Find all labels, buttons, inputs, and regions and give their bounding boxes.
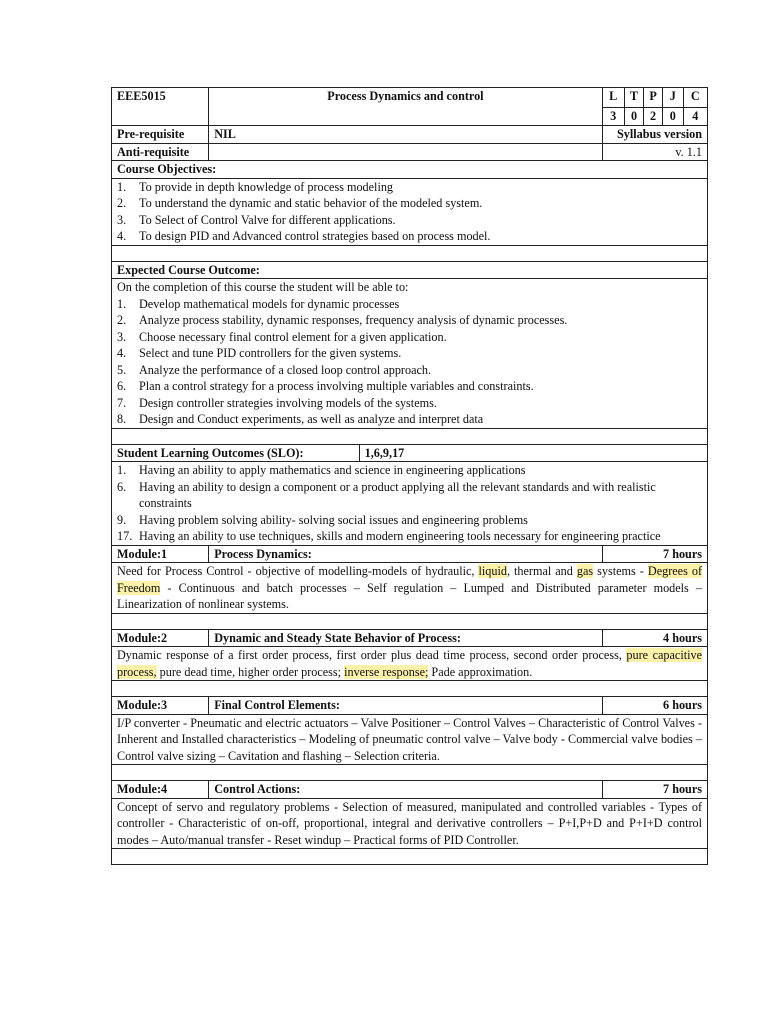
slo-heading: Student Learning Outcomes (SLO): [112, 444, 360, 462]
outcomes-heading-row [112, 261, 708, 279]
list-item-text: Having an ability to design a component or a product applying all the relevant standards and with realistic constraints [139, 479, 656, 510]
list-item-number: 1. [117, 463, 127, 477]
module-content [112, 714, 708, 765]
course-header-row [112, 88, 708, 108]
module-text: pure dead time, higher order process; [156, 664, 345, 679]
objectives-heading: Course Objectives: [112, 161, 708, 179]
outcomes-intro: On the completion of this course the student will be able to: [117, 280, 409, 294]
module-content [112, 798, 708, 849]
highlighted-text: pure capacitive process, [117, 648, 702, 679]
module-header-row [112, 629, 708, 647]
course-title: Process Dynamics and control [209, 88, 602, 126]
list-item-number: 4. [117, 229, 127, 243]
module-title: Process Dynamics: [209, 545, 602, 563]
module-content-row [112, 714, 708, 765]
ltpjc-value-t: 0 [624, 108, 644, 126]
spacer-cell [112, 849, 708, 865]
module-label: Module:4 [112, 781, 209, 799]
module-text: Pade approximation. [428, 664, 533, 679]
ltpjc-header-c: C [683, 88, 707, 108]
list-item [117, 528, 702, 545]
prerequisite-value: NIL [209, 126, 602, 144]
list-item [117, 512, 702, 529]
list-item [117, 329, 702, 346]
highlighted-text: gas [576, 564, 594, 578]
syllabus-table [111, 87, 708, 865]
list-item-number: 1. [117, 296, 127, 311]
list-item-number: 7. [117, 395, 127, 410]
list-item-number: 6. [117, 379, 127, 393]
list-item [117, 462, 702, 479]
list-item-text: To provide in depth knowledge of process modeling [139, 179, 394, 194]
list-item [117, 195, 702, 212]
list-item-text: To design PID and Advanced control strategies based on process model. [139, 229, 491, 243]
list-item-text: Choose necessary final control element for a given application. [139, 329, 447, 344]
ltpjc-header-l: L [602, 88, 624, 108]
list-item-text: To Select of Control Valve for different applications. [139, 212, 396, 227]
list-item-text: Having an ability to use techniques, skills and modern engineering tools necessary for engineering practice [139, 529, 661, 543]
module-header-row [112, 781, 708, 799]
list-item-number: 2. [117, 313, 127, 327]
module-content-row [112, 647, 708, 681]
ltpjc-header-j: J [662, 88, 683, 108]
spacer-cell [112, 245, 708, 261]
spacer-row [112, 428, 708, 444]
module-label: Module:1 [112, 545, 209, 563]
spacer-cell [112, 681, 708, 697]
slo-list-row [112, 462, 708, 546]
ltpjc-value-c: 4 [683, 108, 707, 126]
list-item [117, 395, 702, 412]
slo-heading-row [112, 444, 708, 462]
module-text: systems - [593, 564, 648, 578]
antirequisite-label: Anti-requisite [112, 143, 209, 161]
module-title: Control Actions: [209, 781, 602, 799]
outcomes-list [117, 296, 702, 428]
outcomes-heading: Expected Course Outcome: [112, 261, 708, 279]
spacer-row [112, 765, 708, 781]
module-content [112, 647, 708, 681]
module-hours: 4 hours [602, 629, 707, 647]
spacer-cell [112, 613, 708, 629]
list-item-text: Analyze the performance of a closed loop control approach. [139, 362, 432, 377]
list-item [117, 212, 702, 229]
list-item-number: 4. [117, 346, 127, 360]
list-item-number: 1. [117, 179, 127, 194]
module-hours: 6 hours [602, 697, 707, 715]
objectives-list [117, 179, 702, 245]
spacer-cell [112, 765, 708, 781]
list-item [117, 228, 702, 245]
spacer-row [112, 849, 708, 865]
module-label: Module:2 [112, 629, 209, 647]
ltpjc-value-j: 0 [662, 108, 683, 126]
highlighted-text: liquid [478, 564, 507, 578]
highlighted-text: inverse response; [344, 664, 429, 679]
antirequisite-row [112, 143, 708, 161]
list-item [117, 378, 702, 395]
syllabus-version-label: Syllabus version [602, 126, 707, 144]
list-item-number: 3. [117, 212, 127, 227]
list-item-number: 9. [117, 512, 127, 527]
spacer-cell [112, 428, 708, 444]
module-content-row [112, 563, 708, 614]
list-item [117, 312, 702, 329]
outcomes-list-row [112, 279, 708, 429]
ltpjc-header-p: P [644, 88, 663, 108]
list-item-number: 8. [117, 412, 127, 426]
list-item-text: Plan a control strategy for a process involving multiple variables and constraints. [139, 379, 534, 393]
syllabus-version-value: v. 1.1 [602, 143, 707, 161]
module-header-row [112, 697, 708, 715]
module-text: - Continuous and batch processes – Self regulation – Lumped and Distributed parameter models – Linearization of nonlinear systems. [117, 580, 702, 611]
module-header-row [112, 545, 708, 563]
list-item [117, 362, 702, 379]
module-text: Dynamic response of a first order process, first order plus dead time process, second order process, [117, 648, 627, 662]
list-item-text: Select and tune PID controllers for the given systems. [139, 346, 402, 360]
module-title: Dynamic and Steady State Behavior of Process: [209, 629, 602, 647]
objectives-cell [112, 178, 708, 245]
course-code: EEE5015 [112, 88, 209, 126]
module-hours: 7 hours [602, 781, 707, 799]
prerequisite-row [112, 126, 708, 144]
list-item-number: 17. [117, 529, 133, 543]
list-item-text: Develop mathematical models for dynamic processes [139, 296, 400, 311]
list-item-number: 3. [117, 329, 127, 344]
prerequisite-label: Pre-requisite [112, 126, 209, 144]
module-text: Need for Process Control - objective of modelling-models of hydraulic, [117, 564, 479, 578]
module-content [112, 563, 708, 614]
list-item [117, 296, 702, 313]
module-text: , thermal and [506, 564, 577, 578]
list-item-text: Analyze process stability, dynamic responses, frequency analysis of dynamic processes. [139, 313, 568, 327]
list-item-text: Having an ability to apply mathematics and science in engineering applications [139, 463, 526, 477]
highlighted-text: Degrees of Freedom [117, 564, 702, 595]
outcomes-cell [112, 279, 708, 429]
spacer-row [112, 245, 708, 261]
module-text: Concept of servo and regulatory problems - Selection of measured, manipulated and controlled variables - Types of controller - Characteristic of on-off, proportional, integral and derivative controllers – P+I,P+D and P+I+D control modes – Auto/manual transfer - Reset windup – Practical forms of PID Controller. [117, 799, 702, 847]
list-item [117, 345, 702, 362]
list-item [117, 479, 702, 512]
slo-cell [112, 462, 708, 546]
spacer-row [112, 613, 708, 629]
objectives-list-row [112, 178, 708, 245]
ltpjc-value-l: 3 [602, 108, 624, 126]
list-item-text: Having problem solving ability- solving social issues and engineering problems [139, 512, 528, 527]
list-item-number: 5. [117, 362, 127, 377]
spacer-row [112, 681, 708, 697]
module-hours: 7 hours [602, 545, 707, 563]
ltpjc-header-t: T [624, 88, 644, 108]
list-item-text: Design controller strategies involving models of the systems. [139, 395, 437, 410]
ltpjc-value-p: 2 [644, 108, 663, 126]
list-item-text: To understand the dynamic and static behavior of the modeled system. [139, 196, 483, 210]
module-label: Module:3 [112, 697, 209, 715]
list-item [117, 179, 702, 196]
slo-value: 1,6,9,17 [359, 444, 707, 462]
slo-list [117, 462, 702, 545]
list-item-number: 2. [117, 196, 127, 210]
list-item-number: 6. [117, 479, 127, 494]
module-content-row [112, 798, 708, 849]
module-text: I/P converter - Pneumatic and electric actuators – Valve Positioner – Control Valves – Characteristic of Control Valves - Inherent and Installed characteristics – Modeling of pneumatic control valve – Valve body - Commercial valve bodies – Control valve sizing – Cavitation and flashing – Selection criteria. [117, 715, 702, 763]
list-item-text: Design and Conduct experiments, as well as analyze and interpret data [139, 412, 484, 426]
list-item [117, 411, 702, 428]
objectives-heading-row [112, 161, 708, 179]
module-title: Final Control Elements: [209, 697, 602, 715]
antirequisite-value [209, 143, 602, 161]
